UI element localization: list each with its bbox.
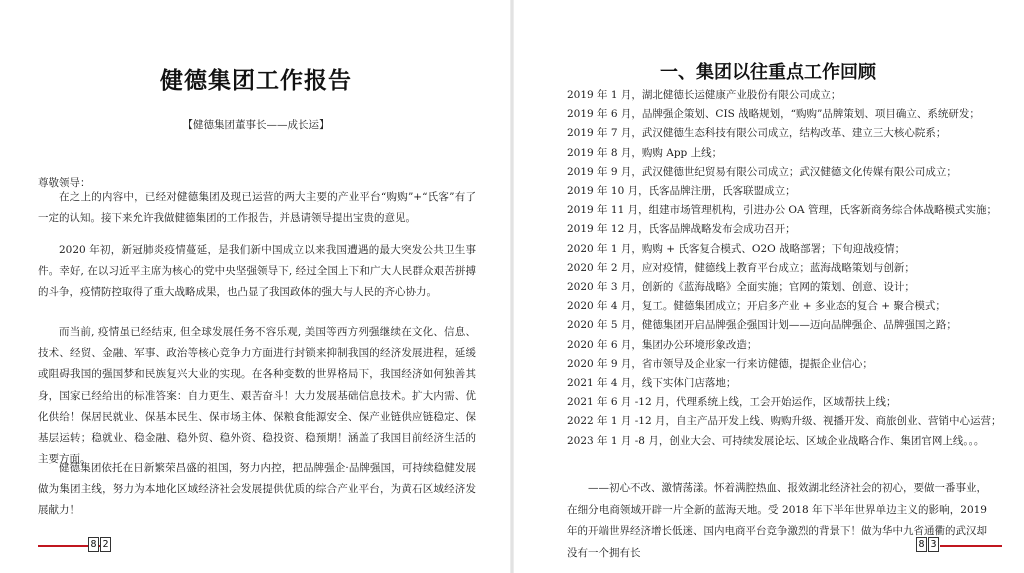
milestone-item: 2020 年 1 月，购购 + 氏客复合模式、O2O 战略部署；下旬迎战疫情； [567, 242, 906, 255]
milestone-item: 2023 年 1 月 -8 月，创业大会、可持续发展论坛、区域企业战略合作、集团官网上线。。。 [567, 434, 985, 447]
milestone-item: 2020 年 5 月，健德集团开启品牌强企强国计划——迈向品牌强企、品牌强国之路； [567, 319, 957, 332]
milestone-item: 2019 年 6 月，品牌强企策划、CIS 战略规划，“购购”品牌策划、项目确立、系统研发； [567, 108, 980, 121]
milestone-item: 2020 年 9 月，省市领导及企业家一行来访健德，提振企业信心； [567, 357, 873, 370]
page-digit: 3 [928, 537, 939, 552]
milestone-item: 2021 年 4 月，线下实体门店落地； [567, 377, 737, 390]
milestone-item: 2020 年 2 月，应对疫情，健德线上教育平台成立；蓝海战略策划与创新； [567, 261, 915, 274]
milestone-item: 2022 年 1 月 -12 月，自主产品开发上线、购购升级、视播开发、商旅创业、营销中心运营； [567, 415, 1002, 428]
milestone-item: 2020 年 3 月，创新的《蓝海战略》全面实施；官网的策划、创意、设计； [567, 281, 915, 294]
milestone-item: 2019 年 8 月，购购 App 上线； [567, 146, 723, 159]
page-digit: 8 [916, 537, 927, 552]
milestone-item: 2019 年 10 月，氏客品牌注册，氏客联盟成立； [567, 185, 796, 198]
milestone-item: 2021 年 6 月 -12 月，代理系统上线，工会开始运作，区域帮扶上线； [567, 396, 897, 409]
page-digit: 2 [100, 537, 111, 552]
section-title: 一、集团以往重点工作回顾 [660, 62, 876, 83]
page-digit: 8 [88, 537, 99, 552]
intro-paragraph: 在之上的内容中，已经对健德集团及现已运营的两大主要的产业平台“购购”+“氏客”有了一定的认知。接下来允许我做健德集团的工作报告，并恳请领导提出宝贵的意见。 [38, 191, 476, 225]
report-title: 健德集团工作报告 [160, 68, 352, 94]
milestone-item: 2019 年 12 月，氏客品牌战略发布会成功召开； [567, 223, 796, 236]
group-mission-paragraph: 健德集团依托在日新繁荣昌盛的祖国，努力内控，把品牌强企·品牌强国，可持续稳健发展做为集团主线，努力为本地化区域经济社会发展提供优质的综合产业平台，为黄石区域经济发展献力！ [38, 462, 476, 517]
milestone-item: 2020 年 4 月，复工。健德集团成立；开启多产业 + 多业态的复合 + 聚合模式； [567, 300, 946, 313]
report-subtitle: 【健德集团董事长——成长运】 [182, 119, 330, 131]
page-number-left [88, 537, 111, 552]
milestone-item: 2019 年 1 月，湖北健德长运健康产业股份有限公司成立； [567, 89, 842, 101]
closing-paragraph: ——初心不改、激情荡漾。怀着满腔热血、报效湖北经济社会的初心，要做一番事业，在细分电商领域开辟一片全新的蓝海天地。受 2018 年下半年世界单边主义的影响，2019 年的开端世界经济增长低迷、国内电商平台竞争激烈的背景下！做为华中九省通衢的武汉却没有一个拥有长 [567, 482, 987, 559]
milestone-item: 2019 年 7 月，武汉健德生态科技有限公司成立，结构改革、建立三大核心院系； [567, 127, 947, 140]
milestone-list [567, 86, 1002, 451]
economy-paragraph: 而当前, 疫情虽已经结束, 但全球发展任务不容乐观, 美国等西方列强继续在文化、信息、技术、经贸、金融、军事、政治等核心竞争力方面进行封锁来抑制我国的经济发展进程，延缓或阻碍我国的强国梦和民族复兴大业的实现。在各种变数的世界格局下，我国经济如何独善其身，国家已经给出的标准答案：自力更生、艰苦奋斗！大力发展基础信息技术。扩大内需、优化供给！保居民就业、保基本民生、保市场主体、保粮食能源安全、保产业链供应链稳定、保基层运转；稳就业、稳金融、稳外贸、稳外资、稳投资、稳预期！涵盖了我国目前经济生活的主要方面。 [38, 326, 476, 466]
milestone-item: 2019 年 11 月，组建市场管理机构，引进办公 OA 管理，氏客新商务综合体战略模式实施； [567, 204, 997, 217]
page-number-right [916, 537, 939, 552]
right-page [512, 0, 1024, 573]
footer-rule-right [940, 545, 1002, 547]
milestone-item: 2019 年 9 月，武汉健德世纪贸易有限公司成立；武汉健德文化传媒有限公司成立； [567, 165, 957, 178]
pandemic-paragraph: 2020 年初，新冠肺炎疫情蔓延，是我们新中国成立以来我国遭遇的最大突发公共卫生事件。幸好, 在以习近平主席为核心的党中央坚强领导下, 经过全国上下和广大人民群众艰苦拼搏的斗争，疫情防控取得了重大战略成果，也凸显了我国政体的强大与人民的齐心协力。 [38, 244, 476, 299]
greeting: 尊敬领导： [38, 177, 91, 189]
milestone-item: 2020 年 6 月，集团办公环境形象改造； [567, 338, 758, 351]
